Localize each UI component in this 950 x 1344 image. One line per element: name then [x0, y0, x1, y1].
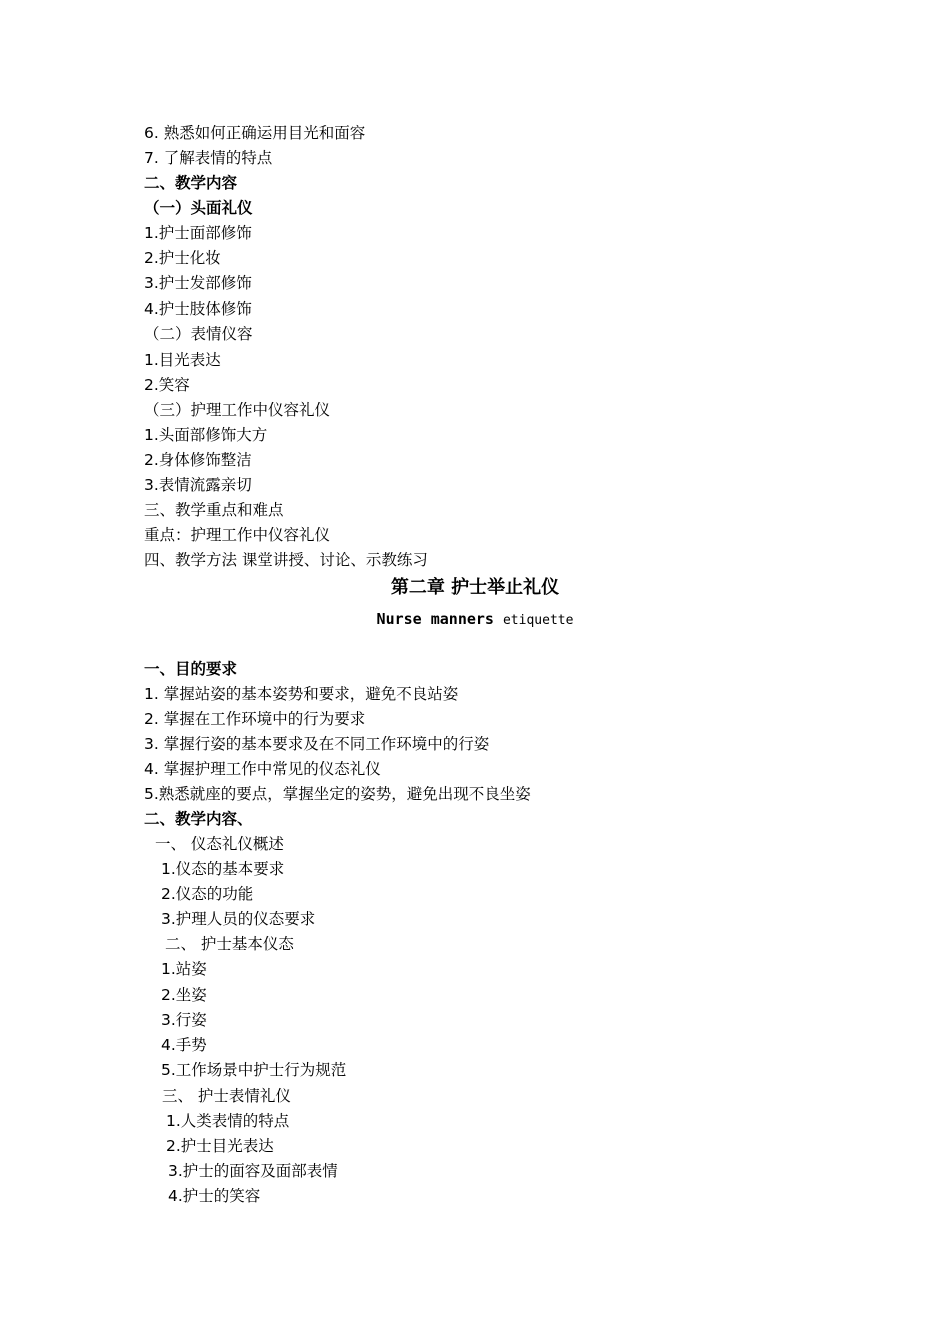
list-item: 1.人类表情的特点 [166, 1112, 290, 1130]
objective-item-7: 7. 了解表情的特点 [144, 149, 273, 167]
list-item: 4.手势 [161, 1036, 207, 1054]
chapter-subtitle-part1: Nurse manners [376, 610, 494, 628]
subsection-heading-overview: 一、 仪态礼仪概述 [155, 835, 284, 853]
list-item: 3.护士的面容及面部表情 [168, 1162, 338, 1180]
chapter-title: 第二章 护士举止礼仪 [390, 577, 560, 598]
key-point: 重点：护理工作中仪容礼仪 [144, 526, 331, 544]
chapter-subtitle-part2: etiquette [502, 613, 574, 628]
objective-item: 2. 掌握在工作环境中的行为要求 [144, 710, 366, 728]
section-heading-content: 二、教学内容 [144, 174, 238, 192]
list-item: 4.护士肢体修饰 [144, 300, 252, 318]
list-item: 1.站姿 [161, 960, 207, 978]
objective-item: 4. 掌握护理工作中常见的仪态礼仪 [144, 760, 381, 778]
section-heading-objectives: 一、目的要求 [144, 660, 238, 678]
list-item: 2.坐姿 [161, 986, 207, 1004]
section-heading-key-points: 三、教学重点和难点 [144, 501, 284, 519]
list-item: 3.行姿 [161, 1011, 207, 1029]
subsection-heading-expression-etiquette: 三、 护士表情礼仪 [162, 1087, 291, 1105]
section-heading-methods: 四、教学方法 课堂讲授、讨论、示教练习 [144, 551, 428, 569]
list-item: 4.护士的笑容 [168, 1187, 261, 1205]
list-item: 1.目光表达 [144, 351, 221, 369]
list-item: 2.仪态的功能 [161, 885, 254, 903]
subsection-heading-basic-posture: 二、 护士基本仪态 [165, 935, 294, 953]
list-item: 1.仪态的基本要求 [161, 860, 285, 878]
list-item: 2.笑容 [144, 376, 190, 394]
list-item: 2.护士化妆 [144, 249, 221, 267]
list-item: 5.工作场景中护士行为规范 [161, 1061, 347, 1079]
list-item: 2.护士目光表达 [166, 1137, 274, 1155]
objective-item-6: 6. 熟悉如何正确运用目光和面容 [144, 124, 366, 142]
list-item: 2.身体修饰整洁 [144, 451, 252, 469]
list-item: 1.头面部修饰大方 [144, 426, 268, 444]
list-item: 3.护理人员的仪态要求 [161, 910, 316, 928]
subsection-heading-head-face: （一）头面礼仪 [144, 199, 253, 217]
subsection-heading-expression: （二）表情仪容 [144, 325, 253, 343]
objective-item: 1. 掌握站姿的基本姿势和要求，避免不良站姿 [144, 685, 459, 703]
list-item: 3.表情流露亲切 [144, 476, 252, 494]
section-heading-content-2: 二、教学内容、 [144, 810, 253, 828]
objective-item: 5.熟悉就座的要点，掌握坐定的姿势，避免出现不良坐姿 [144, 785, 531, 803]
list-item: 1.护士面部修饰 [144, 224, 252, 242]
list-item: 3.护士发部修饰 [144, 274, 252, 292]
objective-item: 3. 掌握行姿的基本要求及在不同工作环境中的行姿 [144, 735, 490, 753]
chapter-subtitle [0, 609, 950, 631]
subsection-heading-work-appearance: （三）护理工作中仪容礼仪 [144, 401, 331, 419]
